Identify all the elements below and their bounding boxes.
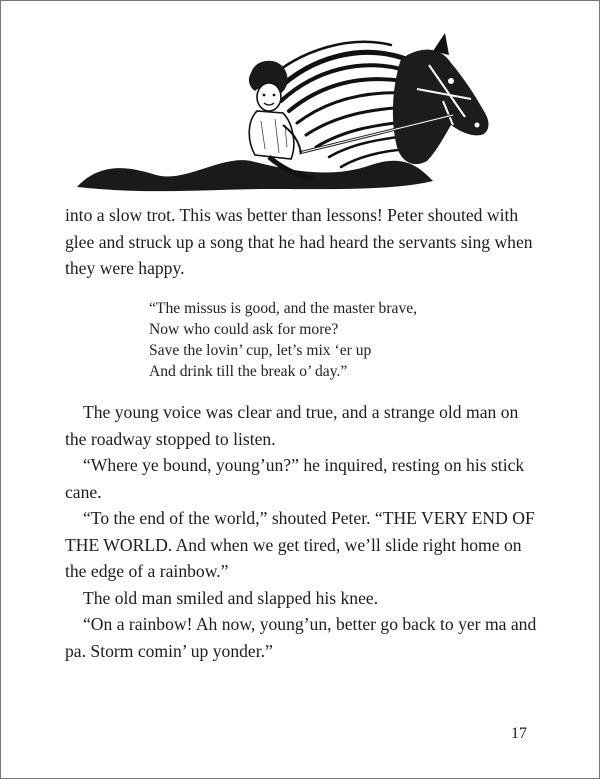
verse-line: Save the lovin’ cup, let’s mix ‘er up bbox=[149, 342, 372, 359]
boy-riding-horse-illustration bbox=[61, 29, 501, 199]
page-number: 17 bbox=[511, 725, 527, 742]
verse-line: “The missus is good, and the master brave, bbox=[149, 300, 418, 317]
paragraph: “To the end of the world,” shouted Peter. “THE VERY END OF THE WORLD. And when we get tired, we’ll slide right home on the edge of a rainbow.” bbox=[65, 508, 535, 581]
paragraph: “On a rainbow! Ah now, young’un, better go back to yer ma and pa. Storm comin’ up yonder.” bbox=[65, 614, 537, 661]
paragraph: The young voice was clear and true, and a strange old man on the roadway stopped to listen. bbox=[65, 402, 519, 449]
paragraph: into a slow trot. This was better than lessons! Peter shouted with glee and struck up a song that he had heard the servants sing when they were happy. bbox=[65, 205, 533, 278]
horse-nostril bbox=[475, 123, 480, 128]
boy-face bbox=[257, 83, 281, 111]
verse-line: And drink till the break o’ day.” bbox=[149, 363, 348, 380]
boy-shirt bbox=[249, 111, 294, 159]
horse-eye bbox=[448, 78, 454, 84]
paragraph: “Where ye bound, young’un?” he inquired, resting on his stick cane. bbox=[65, 455, 525, 502]
ground-shadow bbox=[77, 160, 433, 191]
verse-line: Now who could ask for more? bbox=[149, 321, 339, 338]
paragraph: The old man smiled and slapped his knee. bbox=[83, 587, 379, 608]
song-verse bbox=[149, 298, 509, 382]
dialogue-block bbox=[65, 399, 541, 664]
horse-head bbox=[393, 50, 489, 165]
